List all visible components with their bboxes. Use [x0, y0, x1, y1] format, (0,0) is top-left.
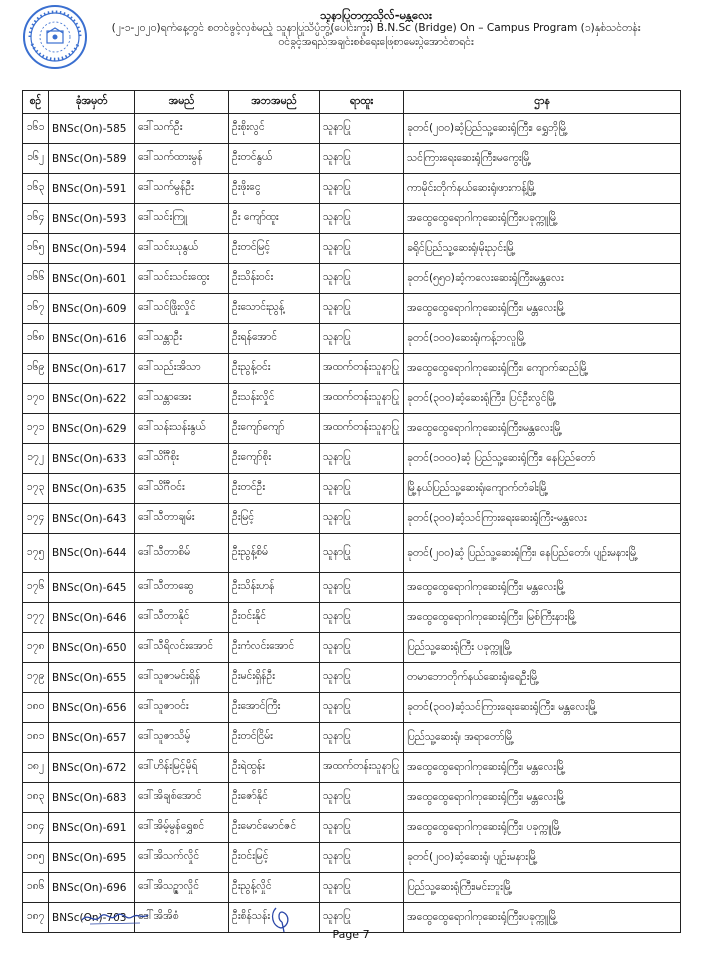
cell-seat-no: BNSc(On)-672	[49, 753, 135, 783]
cell-department: အထွေထွေရောဂါကုဆေးရုံကြီး၊ပခုက္ကူမြို့	[404, 204, 681, 234]
cell-seat-no: BNSc(On)-585	[49, 114, 135, 144]
cell-department: ခုတင်(၁၀၀)ဆေးရုံ၊ကန့်ဘလူမြို့	[404, 324, 681, 354]
cell-department: အထွေထွေရောဂါကုဆေးရုံကြီး၊ မန္တလေးမြို့	[404, 573, 681, 603]
cell-rank: အထက်တန်းသူနာပြု	[320, 354, 404, 384]
cell-department: အထွေထွေရောဂါကုဆေးရုံကြီး၊ မန္တလေးမြို့	[404, 753, 681, 783]
cell-seat-no: BNSc(On)-645	[49, 573, 135, 603]
cell-department: ခုတင်(၃၀၀)ဆံ့ဆေးရုံကြီး၊ ပြင်ဦးလွင်မြို့	[404, 384, 681, 414]
cell-no: ၁၆၇	[23, 294, 49, 324]
cell-department: ခရိုင်ပြည်သူ့ဆေးရုံ၊မိုးညှင်းမြို့	[404, 234, 681, 264]
cell-no: ၁၇၄	[23, 504, 49, 534]
table-row	[23, 444, 681, 474]
cell-no: ၁၈၆	[23, 873, 49, 903]
cell-name: ဒေါ်သိင်္ဂီဝင်း	[135, 474, 229, 504]
document-header	[80, 8, 672, 49]
cell-no: ၁၆၆	[23, 264, 49, 294]
cell-department: ပြည်သူ့ဆေးရုံကြီး၊မင်းဘူးမြို့	[404, 873, 681, 903]
cell-name: ဒေါ်သင်းယုနွယ်	[135, 234, 229, 264]
cell-no: ၁၇၂	[23, 444, 49, 474]
cell-father-name: ဦးတင်ဦး	[229, 474, 320, 504]
table-row	[23, 204, 681, 234]
cell-name: ဒေါ်သက်ထားမွန်	[135, 144, 229, 174]
cell-no: ၁၇၃	[23, 474, 49, 504]
cell-no: ၁၆၅	[23, 234, 49, 264]
cell-seat-no: BNSc(On)-629	[49, 414, 135, 444]
cell-no: ၁၇၉	[23, 663, 49, 693]
table-row	[23, 474, 681, 504]
cell-seat-no: BNSc(On)-696	[49, 873, 135, 903]
university-seal-icon	[22, 4, 88, 70]
cell-name: ဒေါ်သီတာစိမ်	[135, 534, 229, 573]
cell-name: ဒေါ်ဟိန်းမြင့်မိုရ်	[135, 753, 229, 783]
cell-seat-no: BNSc(On)-635	[49, 474, 135, 504]
cell-no: ၁၈၁	[23, 723, 49, 753]
cell-name: ဒေါ်အိသဉ္ဇာလှိုင်	[135, 873, 229, 903]
cell-father-name: ဦးဖိုးငွေ	[229, 174, 320, 204]
table-row	[23, 264, 681, 294]
handwritten-signature	[80, 908, 150, 928]
cell-no: ၁၇၈	[23, 633, 49, 663]
cell-no: ၁၇၆	[23, 573, 49, 603]
results-table	[22, 90, 681, 933]
cell-rank: သူနာပြု	[320, 813, 404, 843]
cell-father-name: ဦးကျော်ကျော်	[229, 414, 320, 444]
cell-name: ဒေါ်သင်ဖြိုးလှိုင်	[135, 294, 229, 324]
cell-father-name: ဦးညွန့်ဝင်း	[229, 354, 320, 384]
cell-rank: သူနာပြု	[320, 603, 404, 633]
header-program: (၂-၁-၂၀၂၀)ရက်နေ့တွင် စတင်ဖွင့်လှစ်မည့် သူနာပြုသိပ္ပံဘွဲ့(ပေါင်းကူး) B.N.Sc (Bridge) On – Campus Program (၁)နှစ်သင်တန်း	[111, 22, 641, 35]
cell-no: ၁၇၅	[23, 534, 49, 573]
cell-name: ဒေါ်သီတာဆွေ	[135, 573, 229, 603]
column-header-seat-no: ခုံအမှတ်	[49, 91, 135, 114]
cell-rank: သူနာပြု	[320, 174, 404, 204]
table-row	[23, 753, 681, 783]
cell-father-name: ဦးအောင်ကြီး	[229, 693, 320, 723]
cell-department: အထွေထွေရောဂါကုဆေးရုံကြီး၊ ပခုက္ကူမြို့	[404, 813, 681, 843]
cell-department: ခုတင်(၅၅၀)ဆံ့ကလေးဆေးရုံကြီး၊မန္တလေး	[404, 264, 681, 294]
column-header-department: ဌာန	[404, 91, 681, 114]
table-row	[23, 234, 681, 264]
cell-name: ဒေါ်သူဇာမင်းရှိန်	[135, 663, 229, 693]
header-university: သူနာပြုတက္ကသိုလ်-မန္တလေး	[320, 8, 432, 22]
table-row	[23, 693, 681, 723]
cell-father-name: ဦးကျော်စိုး	[229, 444, 320, 474]
cell-seat-no: BNSc(On)-646	[49, 603, 135, 633]
cell-name: ဒေါ်အိမ့်မွန်ရွှေစင်	[135, 813, 229, 843]
cell-rank: အထက်တန်းသူနာပြု	[320, 414, 404, 444]
cell-no: ၁၆၃	[23, 174, 49, 204]
cell-department: ပြည်သူ့ဆေးရုံကြီး ပခုက္ကူမြို့	[404, 633, 681, 663]
table-row	[23, 504, 681, 534]
cell-seat-no: BNSc(On)-601	[49, 264, 135, 294]
cell-father-name: ဦးတင်ငြိမ်း	[229, 723, 320, 753]
cell-seat-no: BNSc(On)-656	[49, 693, 135, 723]
cell-name: ဒေါ်အိချစ်အောင်	[135, 783, 229, 813]
cell-father-name: ဦးမြင့်	[229, 504, 320, 534]
cell-seat-no: BNSc(On)-589	[49, 144, 135, 174]
cell-name: ဒေါ်သက်ဦး	[135, 114, 229, 144]
table-row	[23, 174, 681, 204]
cell-no: ၁၇၇	[23, 603, 49, 633]
cell-seat-no: BNSc(On)-593	[49, 204, 135, 234]
cell-seat-no: BNSc(On)-633	[49, 444, 135, 474]
cell-rank: သူနာပြု	[320, 873, 404, 903]
cell-seat-no: BNSc(On)-657	[49, 723, 135, 753]
cell-no: ၁၈၇	[23, 903, 49, 933]
cell-father-name: ဦးရဲထွန်း	[229, 753, 320, 783]
cell-department: ပြည်သူ့ဆေးရုံ၊ အရာတော်မြို့	[404, 723, 681, 753]
cell-rank: သူနာပြု	[320, 474, 404, 504]
cell-father-name: ဦးတင်မြင့်	[229, 234, 320, 264]
cell-no: ၁၇၀	[23, 384, 49, 414]
cell-department: ခုတင်(၂၀၀)ဆံ့ပြည်သူ့ဆေးရုံကြီး၊ ရွှေဘိုမြို့	[404, 114, 681, 144]
cell-no: ၁၇၁	[23, 414, 49, 444]
cell-father-name: ဦးဝင်းနိုင်	[229, 603, 320, 633]
cell-department: အထွေထွေရောဂါကုဆေးရုံကြီး၊ မြစ်ကြီးနားမြို့	[404, 603, 681, 633]
cell-rank: အထက်တန်းသူနာပြု	[320, 753, 404, 783]
cell-no: ၁၆၄	[23, 204, 49, 234]
table-row	[23, 723, 681, 753]
cell-seat-no: BNSc(On)-622	[49, 384, 135, 414]
cell-rank: သူနာပြု	[320, 573, 404, 603]
cell-father-name: ဦးစိုးလွင်	[229, 114, 320, 144]
cell-father-name: ဦးသောင်းညွန့်	[229, 294, 320, 324]
cell-name: ဒေါ်အိသက်လှိုင်	[135, 843, 229, 873]
cell-seat-no: BNSc(On)-594	[49, 234, 135, 264]
cell-father-name: ဦးသန်းလှိုင်	[229, 384, 320, 414]
cell-name: ဒေါ်သည်းအိသာ	[135, 354, 229, 384]
cell-rank: သူနာပြု	[320, 903, 404, 933]
cell-father-name: ဦးညွန့်လှိုင်	[229, 873, 320, 903]
cell-rank: သူနာပြု	[320, 264, 404, 294]
cell-no: ၁၆၈	[23, 324, 49, 354]
table-body	[23, 114, 681, 933]
cell-department: ခုတင်(၂၀၀)ဆံ့ ပြည်သူ့ဆေးရုံကြီး၊ နေပြည်တော်၊ ပျဉ်းမနားမြို့	[404, 534, 681, 573]
cell-seat-no: BNSc(On)-643	[49, 504, 135, 534]
cell-father-name: ဦးဇော်နိုင်	[229, 783, 320, 813]
cell-name: ဒေါ်သိင်္ဂီစိုး	[135, 444, 229, 474]
cell-seat-no: BNSc(On)-644	[49, 534, 135, 573]
table-row	[23, 144, 681, 174]
cell-department: အထွေထွေရောဂါကုဆေးရုံကြီး၊ မန္တလေးမြို့	[404, 294, 681, 324]
cell-father-name: ဦးသိန်းဟန်	[229, 573, 320, 603]
cell-rank: သူနာပြု	[320, 504, 404, 534]
cell-name: ဒေါ်သီတာချမ်း	[135, 504, 229, 534]
cell-father-name: ဦးမောင်မောင်ဇင်	[229, 813, 320, 843]
cell-no: ၁၈၀	[23, 693, 49, 723]
cell-department: ကာမိုင်းတိုက်နယ်ဆေးရုံ၊ဖားကန့်မြို့	[404, 174, 681, 204]
cell-name: ဒေါ်သက်မွန်ဦး	[135, 174, 229, 204]
cell-rank: သူနာပြု	[320, 843, 404, 873]
column-header-no: စဉ်	[23, 91, 49, 114]
cell-seat-no: BNSc(On)-617	[49, 354, 135, 384]
cell-department: သင်ကြားရေးဆေးရုံကြီး၊မကွေးမြို့	[404, 144, 681, 174]
table-row	[23, 843, 681, 873]
table-row	[23, 414, 681, 444]
table-row	[23, 633, 681, 663]
table-row	[23, 324, 681, 354]
column-header-name: အမည်	[135, 91, 229, 114]
cell-name: ဒေါ်သန္တာဦး	[135, 324, 229, 354]
table-row	[23, 354, 681, 384]
cell-seat-no: BNSc(On)-591	[49, 174, 135, 204]
cell-rank: သူနာပြု	[320, 324, 404, 354]
cell-name: ဒေါ်သင်းသင်းထွေး	[135, 264, 229, 294]
cell-father-name: ဦးတင်နွယ်	[229, 144, 320, 174]
cell-father-name: ဦးမင်းရှိန်ဦး	[229, 663, 320, 693]
cell-name: ဒေါ်သီတာနိုင်	[135, 603, 229, 633]
table-row	[23, 783, 681, 813]
cell-father-name: ဦးကံလင်းအောင်	[229, 633, 320, 663]
cell-name: ဒေါ်သီရိလင်းအောင်	[135, 633, 229, 663]
cell-rank: သူနာပြု	[320, 633, 404, 663]
table-row	[23, 534, 681, 573]
cell-name: ဒေါ်သူဇာဝင်း	[135, 693, 229, 723]
table-header-row	[23, 91, 681, 114]
cell-rank: သူနာပြု	[320, 144, 404, 174]
cell-no: ၁၈၂	[23, 753, 49, 783]
cell-seat-no: BNSc(On)-609	[49, 294, 135, 324]
table-row	[23, 384, 681, 414]
cell-father-name: ဦးသိန်းဝင်း	[229, 264, 320, 294]
table-row	[23, 603, 681, 633]
cell-father-name: ဦး ကျော်ထူး	[229, 204, 320, 234]
cell-father-name: ဦးဝင်းမြင့်	[229, 843, 320, 873]
cell-seat-no: BNSc(On)-695	[49, 843, 135, 873]
cell-rank: သူနာပြု	[320, 783, 404, 813]
cell-rank: သူနာပြု	[320, 693, 404, 723]
cell-no: ၁၆၂	[23, 144, 49, 174]
cell-rank: သူနာပြု	[320, 234, 404, 264]
cell-department: မြို့နယ်ပြည်သူ့ဆေးရုံ၊ကျောက်တံခါးမြို့	[404, 474, 681, 504]
table-row	[23, 873, 681, 903]
cell-name: ဒေါ်သန္တာအေး	[135, 384, 229, 414]
cell-rank: သူနာပြု	[320, 294, 404, 324]
table-row	[23, 294, 681, 324]
cell-department: တမာဘောတိုက်နယ်ဆေးရုံ၊ရေဦးမြို့	[404, 663, 681, 693]
cell-rank: သူနာပြု	[320, 204, 404, 234]
cell-no: ၁၈၅	[23, 843, 49, 873]
table-row	[23, 813, 681, 843]
table-row	[23, 114, 681, 144]
cell-seat-no: BNSc(On)-703	[49, 903, 135, 933]
cell-seat-no: BNSc(On)-616	[49, 324, 135, 354]
cell-father-name: ဦးညွန့်စိမ်	[229, 534, 320, 573]
cell-department: အထွေထွေရောဂါကုဆေးရုံကြီး၊ မန္တလေးမြို့	[404, 783, 681, 813]
cell-seat-no: BNSc(On)-691	[49, 813, 135, 843]
cell-name: ဒေါ်သင်းကြူ	[135, 204, 229, 234]
cell-no: ၁၆၉	[23, 354, 49, 384]
cell-department: အထွေထွေရောဂါကုဆေးရုံကြီး၊မန္တလေးမြို့	[404, 414, 681, 444]
cell-department: အထွေထွေရောဂါကုဆေးရုံကြီး၊ပခုက္ကူမြို့	[404, 903, 681, 933]
page-number: Page 7	[332, 928, 370, 941]
cell-name: ဒေါ်သူဇာသိမ့်	[135, 723, 229, 753]
cell-rank: သူနာပြု	[320, 534, 404, 573]
cell-department: အထွေထွေရောဂါကုဆေးရုံကြီး၊ ကျောက်ဆည်မြို့	[404, 354, 681, 384]
cell-department: ခုတင်(၂၀၀)ဆံ့ဆေးရုံ၊ ပျဉ်းမနားမြို့	[404, 843, 681, 873]
cell-name: ဒေါ်အိအိစံ	[135, 903, 229, 933]
header-list-title: ဝင်ခွင့်အရည်အချင်းစစ်ရေးဖြေစာမေးပွဲအောင်စာရင်း	[278, 35, 474, 48]
cell-department: ခုတင်(၁၀၀၀)ဆံ့ ပြည်သူ့ဆေးရုံကြီး၊ နေပြည်တော်	[404, 444, 681, 474]
cell-seat-no: BNSc(On)-650	[49, 633, 135, 663]
cell-rank: သူနာပြု	[320, 444, 404, 474]
cell-seat-no: BNSc(On)-655	[49, 663, 135, 693]
cell-name: ဒေါ်သန်းသန်းနွယ်	[135, 414, 229, 444]
cell-rank: သူနာပြု	[320, 723, 404, 753]
cell-rank: သူနာပြု	[320, 114, 404, 144]
cell-department: ခုတင်(၃၀၀)ဆံ့သင်ကြားရေးဆေးရုံကြီး-မန္တလေး	[404, 504, 681, 534]
cell-rank: အထက်တန်းသူနာပြု	[320, 384, 404, 414]
cell-no: ၁၆၁	[23, 114, 49, 144]
cell-rank: သူနာပြု	[320, 663, 404, 693]
table-row	[23, 663, 681, 693]
column-header-rank: ရာထူး	[320, 91, 404, 114]
cell-no: ၁၈၃	[23, 783, 49, 813]
column-header-father-name: အဘအမည်	[229, 91, 320, 114]
cell-seat-no: BNSc(On)-683	[49, 783, 135, 813]
cell-no: ၁၈၄	[23, 813, 49, 843]
cell-father-name: ဦးစိန်သန်း	[229, 903, 320, 933]
cell-father-name: ဦးရန်အောင်	[229, 324, 320, 354]
cell-department: ခုတင်(၃၀၀)ဆံ့သင်ကြားရေးဆေးရုံကြီး၊ မန္တလေးမြို့	[404, 693, 681, 723]
table-row	[23, 573, 681, 603]
